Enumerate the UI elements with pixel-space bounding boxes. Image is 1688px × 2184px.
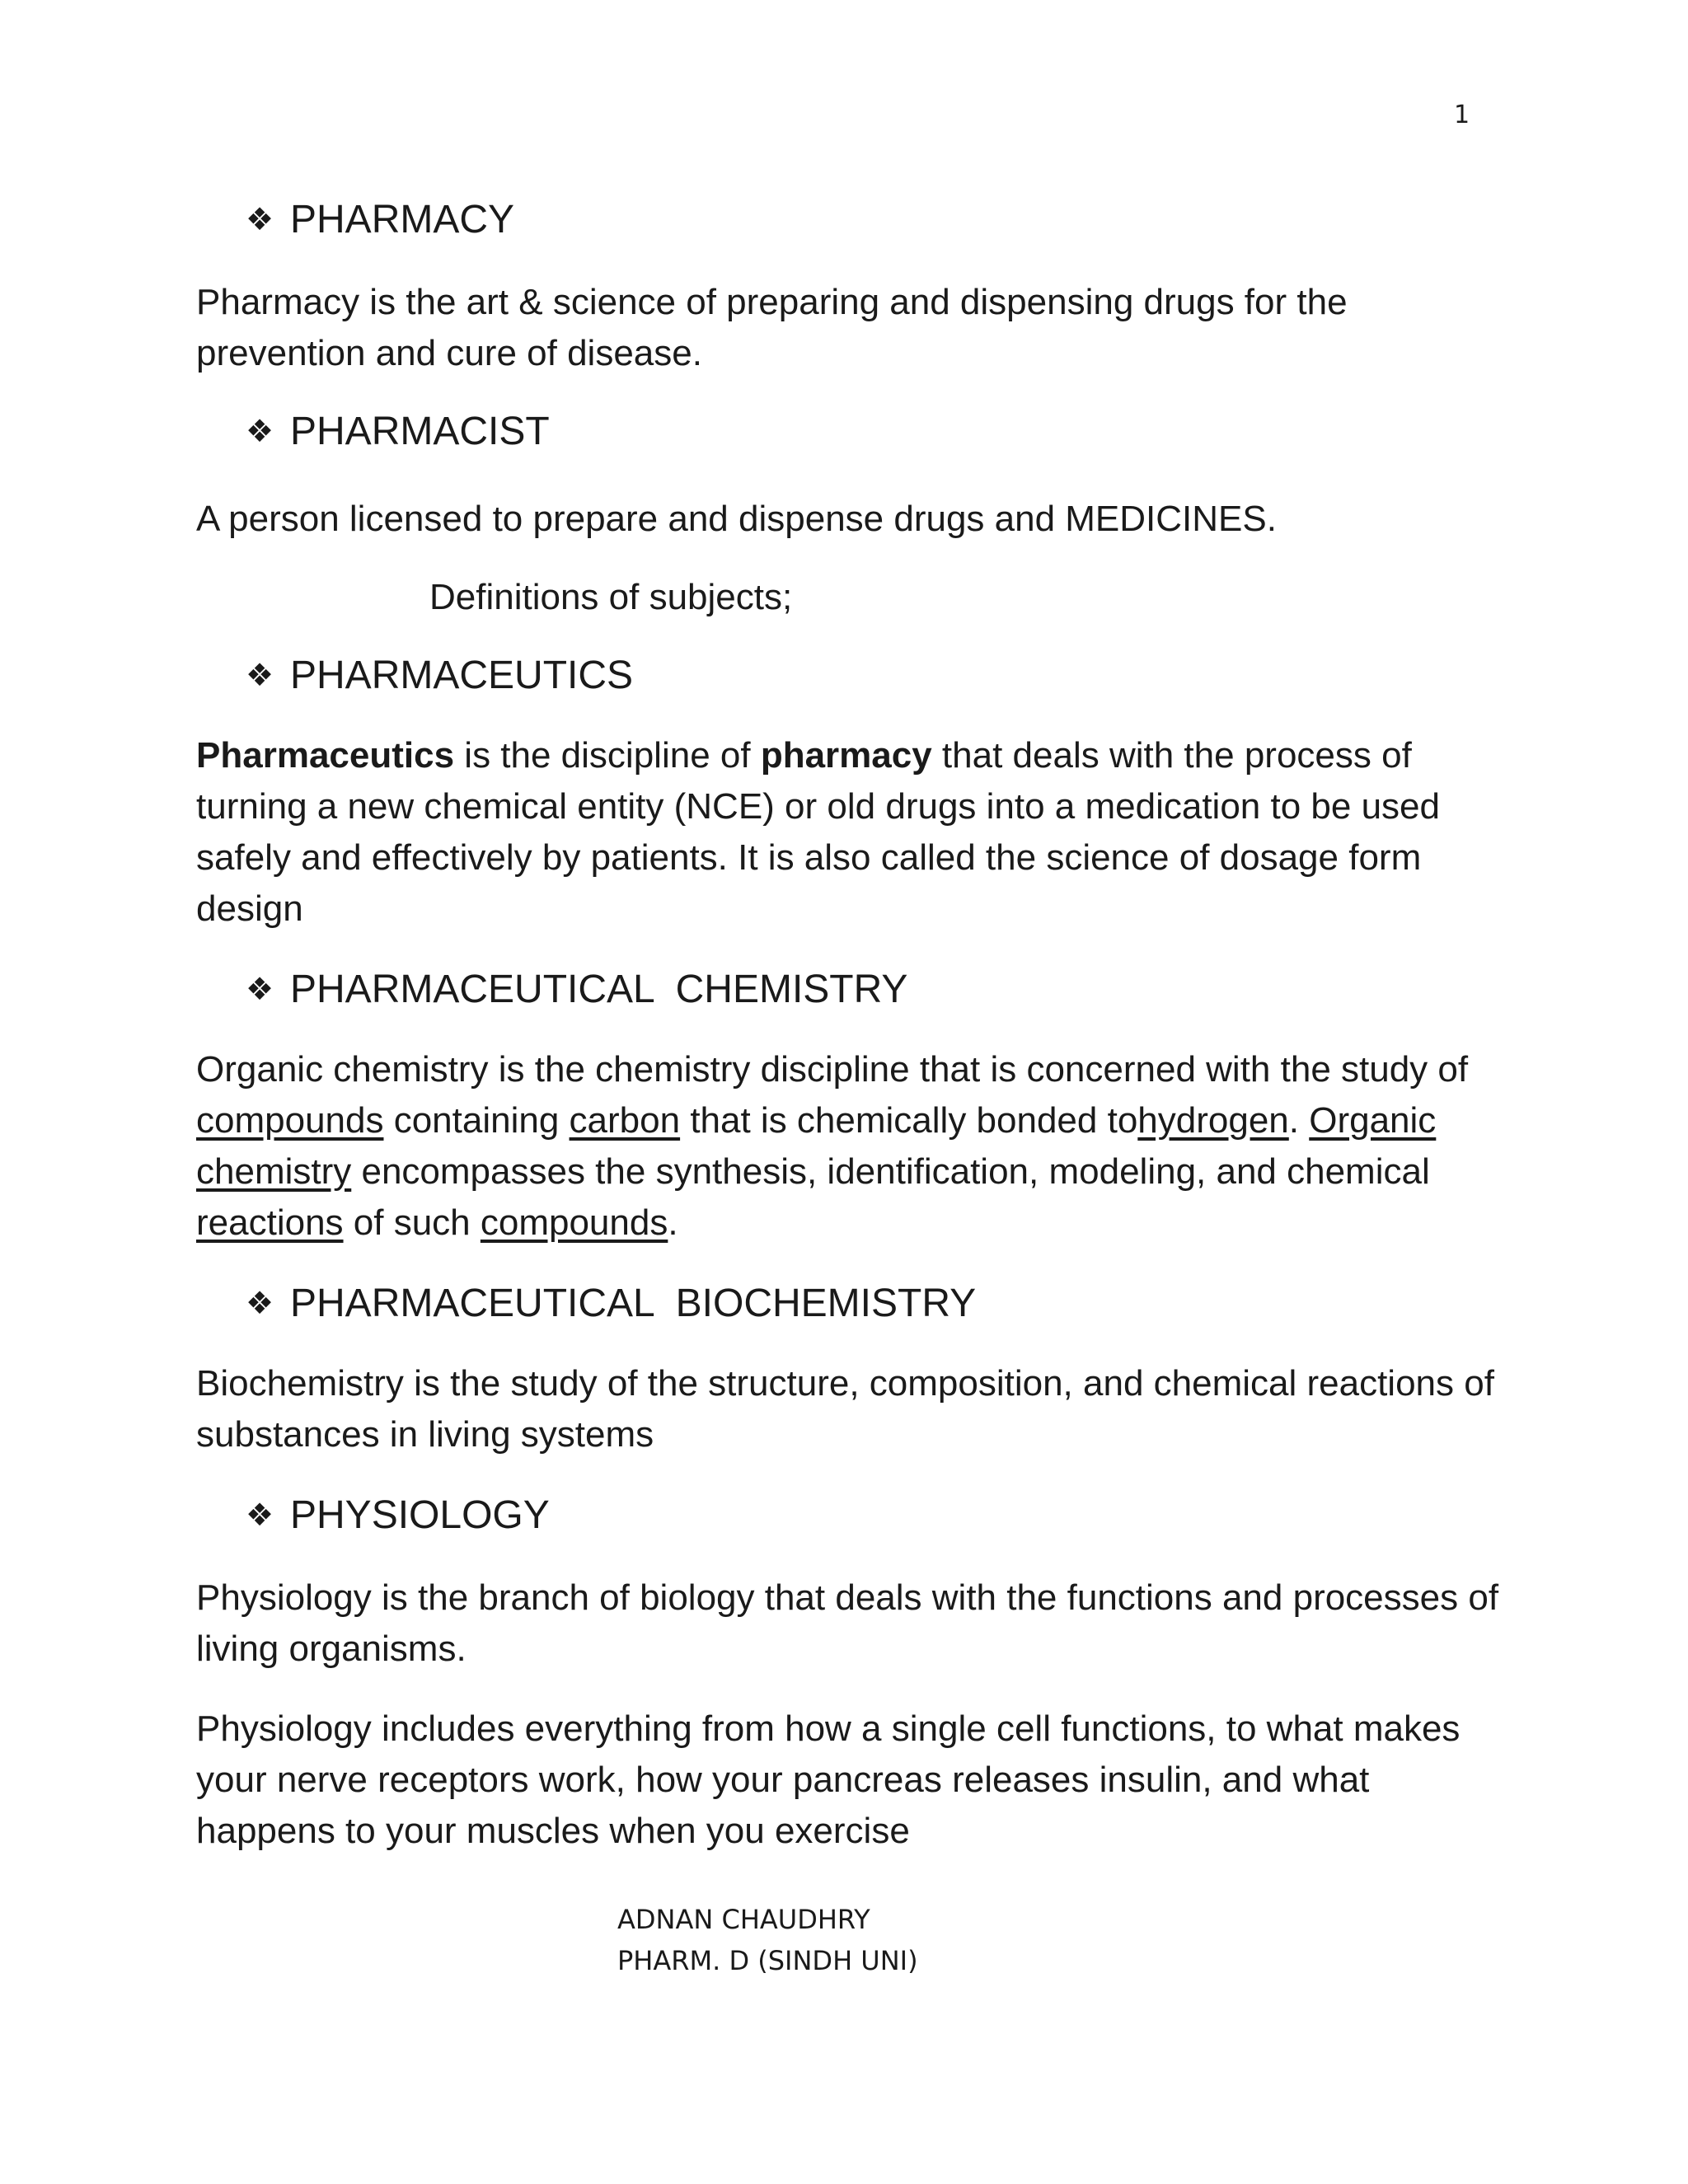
- text-span: that deals with the process of turning a new chemical entity (NCE) or old drugs into a medication to be used safely and effectively by patients. It is also called the science of dosage form design: [196, 735, 1440, 929]
- diamond-bullet-icon: ❖: [246, 201, 274, 237]
- heading-pharmacist: [246, 406, 550, 457]
- page-number: 1: [1454, 101, 1470, 129]
- text-span: .: [668, 1202, 678, 1243]
- link-organic-chemistry[interactable]: Organic chemistry: [196, 1100, 1437, 1192]
- heading-pharmacy: [246, 194, 514, 245]
- heading-pharmaceutical-biochemistry: [246, 1278, 976, 1329]
- paragraph-pharmacy: Pharmacy is the art & science of preparing and dispensing drugs for the prevention and cure of disease.: [196, 282, 1348, 373]
- paragraph-pharmaceutical-chemistry: [196, 1044, 1515, 1249]
- diamond-bullet-icon: ❖: [246, 971, 274, 1007]
- text-span: of such: [343, 1202, 481, 1243]
- term-pharmaceutics: Pharmaceutics: [196, 735, 455, 776]
- footer-credential: PHARM. D (SINDH UNI): [617, 1945, 918, 1976]
- heading-pharmaceutics: [246, 650, 633, 701]
- paragraph-pharmaceutical-biochemistry: Biochemistry is the study of the structure, composition, and chemical reactions of substances in living systems: [196, 1363, 1494, 1455]
- diamond-bullet-icon: ❖: [246, 657, 274, 693]
- link-compounds[interactable]: compounds: [196, 1100, 384, 1141]
- diamond-bullet-icon: ❖: [246, 413, 274, 449]
- diamond-bullet-icon: ❖: [246, 1285, 274, 1321]
- link-carbon[interactable]: carbon: [569, 1100, 681, 1141]
- paragraph-pharmacist: A person licensed to prepare and dispense drugs and MEDICINES.: [196, 499, 1277, 539]
- term-pharmacy: pharmacy: [760, 735, 932, 776]
- diamond-bullet-icon: ❖: [246, 1497, 274, 1533]
- heading-text: PHARMACEUTICAL CHEMISTRY: [290, 968, 908, 1011]
- heading-text: PHARMACIST: [290, 410, 550, 453]
- heading-text: PHARMACEUTICAL BIOCHEMISTRY: [290, 1282, 977, 1325]
- text-span: containing: [383, 1100, 570, 1141]
- text-span: encompasses the synthesis, identification, modeling, and chemical: [351, 1151, 1430, 1192]
- heading-text: PHARMACEUTICS: [290, 654, 634, 697]
- text-span: that is chemically bonded to: [680, 1100, 1138, 1141]
- heading-physiology: [246, 1490, 550, 1540]
- text-span: .: [1288, 1100, 1310, 1141]
- link-compounds-2[interactable]: compounds: [480, 1202, 668, 1243]
- heading-pharmaceutical-chemistry: [246, 964, 907, 1015]
- link-reactions[interactable]: reactions: [196, 1202, 344, 1243]
- footer-author: ADNAN CHAUDHRY: [617, 1904, 870, 1935]
- definitions-subtitle: Definitions of subjects;: [429, 577, 793, 617]
- paragraph-physiology-2: Physiology includes everything from how a single cell functions, to what makes your nerve receptors work, how your pancreas releases insulin, and what happens to your muscles when you exercise: [196, 1708, 1461, 1851]
- text-span: Organic chemistry is the chemistry discipline that is concerned with the study of: [196, 1049, 1469, 1090]
- paragraph-pharmaceutics: [196, 730, 1515, 935]
- link-hydrogen[interactable]: hydrogen: [1137, 1100, 1289, 1141]
- heading-text: PHARMACY: [290, 198, 515, 241]
- heading-text: PHYSIOLOGY: [290, 1493, 550, 1537]
- text-span: is the discipline of: [454, 735, 761, 776]
- paragraph-physiology-1: Physiology is the branch of biology that deals with the functions and processes of living organisms.: [196, 1577, 1499, 1669]
